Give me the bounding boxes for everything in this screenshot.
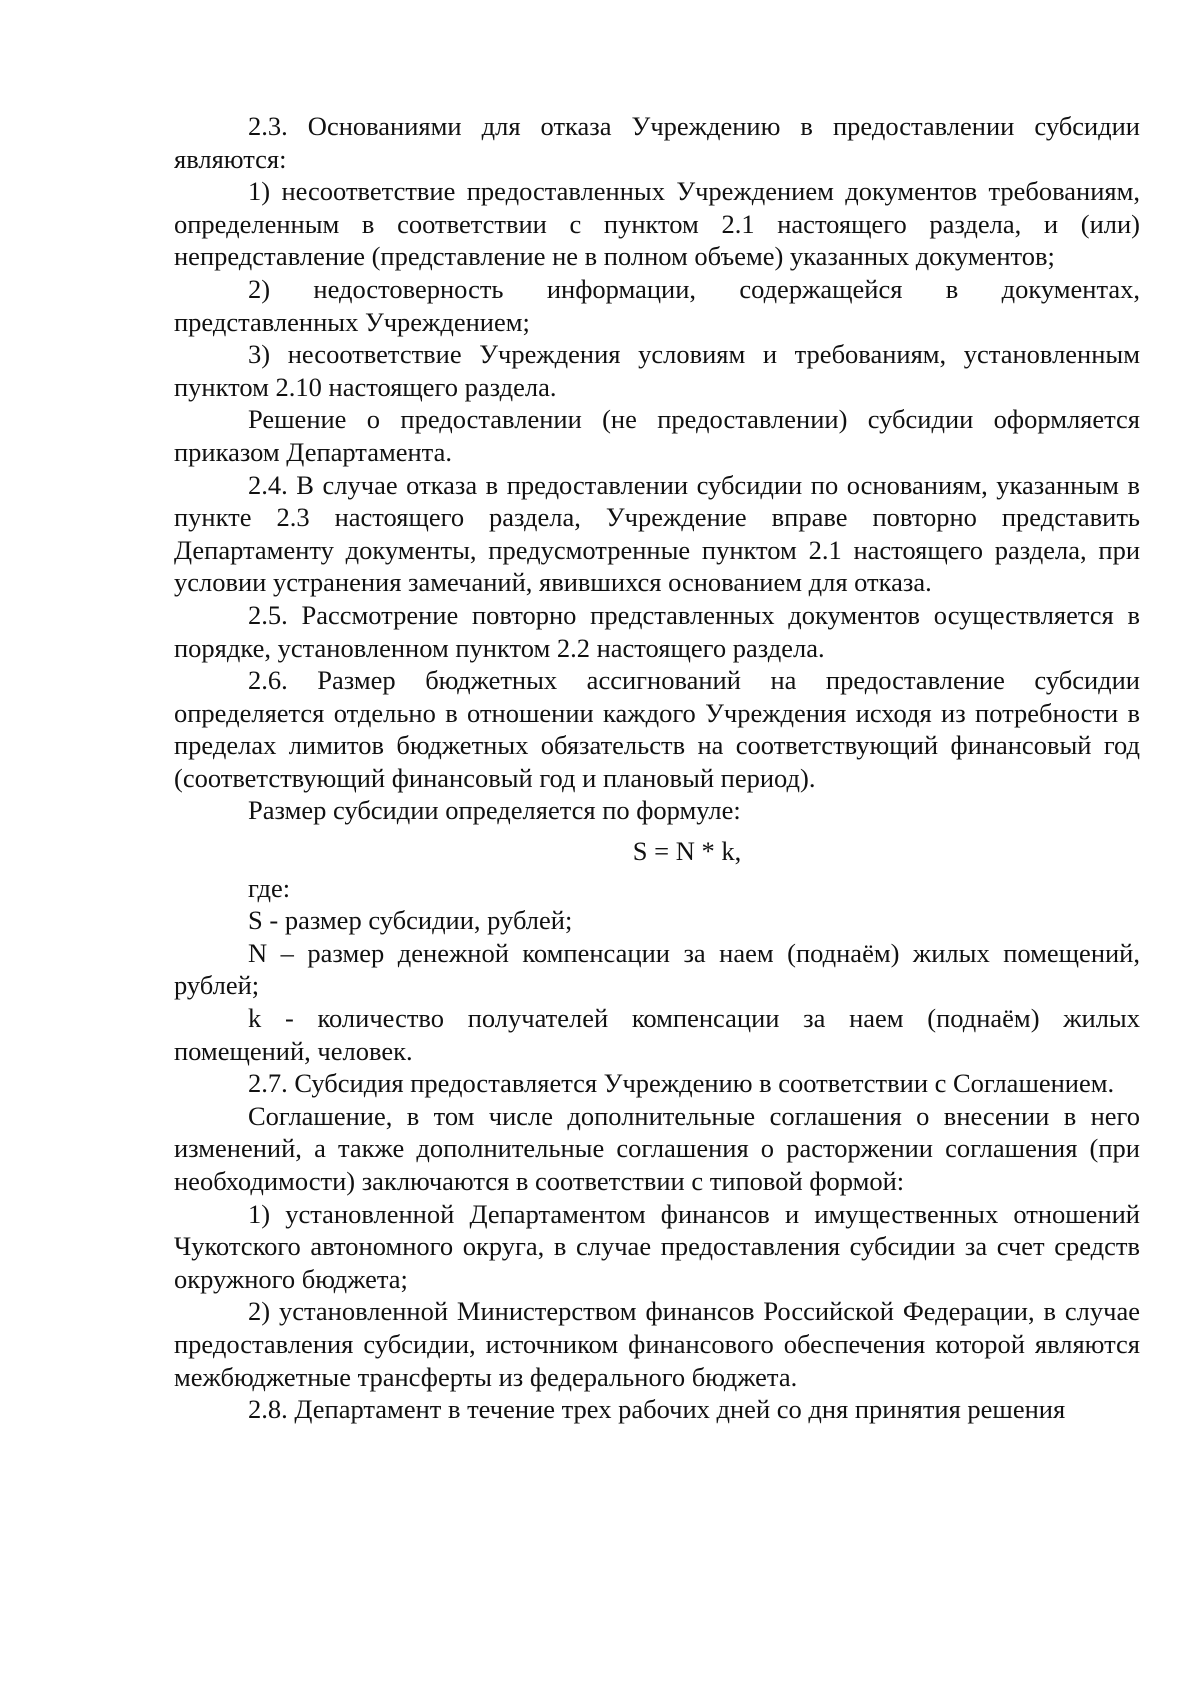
definition-n: N – размер денежной компенсации за наем (поднаём) жилых помещений, рублей;	[174, 937, 1140, 1001]
paragraph-2-7: 2.7. Субсидия предоставляется Учреждению в соответствии с Соглашением.	[248, 1068, 1115, 1099]
agreement-item-1: 1) установленной Департаментом финансов и имущественных отношений Чукотского автономного округа, в случае предоставления субсидии за счет средств окружного бюджета;	[174, 1198, 1140, 1294]
paragraph-2-5: 2.5. Рассмотрение повторно представленных документов осуществляется в порядке, установленном пунктом 2.2 настоящего раздела.	[174, 599, 1140, 663]
paragraph-formula-intro: Размер субсидии определяется по формуле:	[248, 795, 741, 826]
paragraph-2-6: 2.6. Размер бюджетных ассигнований на предоставление субсидии определяется отдельно в отношении каждого Учреждения исходя из потребности в пределах лимитов бюджетных обязательств на соответствующий финансовый год (соответствующий финансовый год и плановый период).	[174, 665, 1140, 793]
agreement-item-2: 2) установленной Министерством финансов Российской Федерации, в случае предоставления субсидии, источником финансового обеспечения которой являются межбюджетные трансферты из федерального бюджета.	[174, 1296, 1140, 1392]
list-item-1: 1) несоответствие предоставленных Учреждением документов требованиям, определенным в соответствии с пунктом 2.1 настоящего раздела, и (или) непредставление (представление не в полном объеме) указанных документов;	[174, 176, 1140, 272]
paragraph-agreement: Соглашение, в том числе дополнительные соглашения о внесении в него изменений, а также дополнительные соглашения о расторжении соглашения (при необходимости) заключаются в соответствии с типовой формой:	[174, 1100, 1140, 1196]
paragraph-2-3: 2.3. Основаниями для отказа Учреждению в предоставлении субсидии являются:	[174, 111, 1140, 174]
document-page	[174, 110, 1140, 1426]
definition-s: S - размер субсидии, рублей;	[248, 905, 573, 936]
paragraph-2-4: 2.4. В случае отказа в предоставлении субсидии по основаниям, указанным в пункте 2.3 настоящего раздела, Учреждение вправе повторно представить Департаменту документы, предусмотренные пунктом 2.1 настоящего раздела, при условии устранения замечаний, явившихся основанием для отказа.	[174, 469, 1140, 598]
definition-k: k - количество получателей компенсации за наем (поднаём) жилых помещений, человек.	[174, 1003, 1140, 1066]
formula: S = N * k,	[632, 836, 742, 867]
paragraph-decision: Решение о предоставлении (не предоставлении) субсидии оформляется приказом Департамента.	[174, 404, 1140, 467]
paragraph-2-8: 2.8. Департамент в течение трех рабочих дней со дня принятия решения	[248, 1394, 1066, 1425]
list-item-3: 3) несоответствие Учреждения условиям и требованиям, установленным пунктом 2.10 настоящего раздела.	[174, 339, 1140, 402]
list-item-2: 2) недостоверность информации, содержащейся в документах, представленных Учреждением;	[174, 273, 1140, 337]
paragraph-where: где:	[248, 872, 291, 903]
